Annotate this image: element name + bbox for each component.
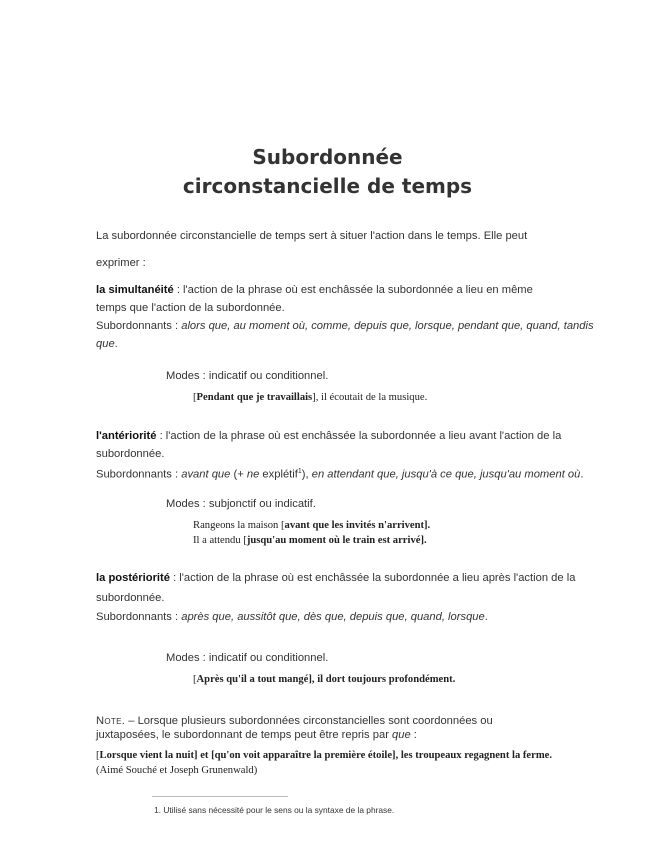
expletif-word: explétif: [259, 468, 298, 481]
anteriorite-def2: subordonnée.: [96, 448, 165, 460]
page-title-line1: Subordonnée: [252, 145, 403, 169]
note-source: (Aimé Souché et Joseph Grunenwald): [96, 765, 258, 776]
subordonnants-label: Subordonnants :: [96, 320, 182, 332]
example-subordinate: qu': [214, 750, 230, 761]
footnote-number: 1.: [154, 805, 161, 815]
posteriorite-subordonnants: [96, 609, 488, 625]
example-subordinate: avant que: [284, 520, 329, 531]
example-subordinate: Lorsque: [99, 750, 138, 761]
example-rest: il a tout mangé], il dort toujours profondément.: [240, 674, 456, 685]
punct: .: [114, 338, 118, 350]
note-text: juxtaposées, le subordonnant de temps peut être repris par: [96, 729, 393, 741]
posteriorite-definition: [96, 570, 575, 586]
simultaneite-subordonnants-cont: [96, 336, 118, 352]
example-subordinate: Après qu': [196, 674, 241, 685]
example-subordinate: jusqu'au moment où: [246, 535, 340, 546]
posteriorite-example: [193, 674, 455, 685]
intro-line2: exprimer :: [96, 257, 146, 269]
note-example: [96, 750, 552, 761]
punct: .: [484, 611, 488, 623]
note-label: Note.: [96, 715, 126, 727]
example-rest: ], il écoutait de la musique.: [312, 392, 428, 403]
simultaneite-definition: [96, 282, 533, 298]
simultaneite-def1: : l'action de la phrase où est enchâssée la subordonnée a lieu en même: [173, 284, 533, 296]
anteriorite-subordonnants: [96, 464, 583, 483]
posteriorite-term: la postériorité: [96, 572, 170, 584]
anteriorite-term: l'antériorité: [96, 430, 157, 442]
subordonnants-list-cont: en attendant que, jusqu'à ce que, jusqu'au moment où: [311, 468, 581, 481]
page-title-line2: circonstancielle de temps: [182, 174, 473, 198]
subordonnants-list: après que, aussitôt que, dès que, depuis que, quand, lorsque: [181, 611, 485, 623]
punct: :: [410, 729, 417, 741]
simultaneite-example: [193, 392, 427, 403]
simultaneite-modes: Modes : indicatif ou conditionnel.: [166, 370, 329, 382]
bracket: [: [96, 750, 100, 761]
simultaneite-term: la simultanéité: [96, 284, 174, 296]
bracket: [: [193, 392, 197, 403]
simultaneite-subordonnants: [96, 318, 594, 334]
example-rest: le train est arrivé].: [339, 535, 427, 546]
subordonnants-list-cont: que: [96, 338, 115, 350]
footnote-text: Utilisé sans nécessité pour le sens ou la syntaxe de la phrase.: [163, 805, 395, 815]
example-start: Rangeons la maison [: [193, 520, 285, 531]
punct: (+: [230, 468, 247, 481]
posteriorite-def2: subordonnée.: [96, 592, 165, 604]
example-subordinate: Pendant que je travaillais: [196, 392, 313, 403]
note-que: que: [392, 729, 411, 741]
footnote-divider: [152, 796, 288, 797]
subordonnants-label: Subordonnants :: [96, 611, 182, 623]
posteriorite-modes: Modes : indicatif ou conditionnel.: [166, 652, 329, 664]
footnote: [154, 805, 394, 815]
subordonnants-list: alors que, au moment où, comme, depuis que, lorsque, pendant que, quand, tandis: [181, 320, 594, 332]
example-text: vient la nuit] et [: [137, 750, 215, 761]
anteriorite-example-2: [193, 535, 427, 546]
example-text: on voit apparaître la première étoile], les troupeaux regagnent la ferme.: [229, 750, 552, 761]
subordonnants-list: avant que: [181, 468, 231, 481]
example-rest: les invités n'arrivent].: [328, 520, 431, 531]
anteriorite-modes: Modes : subjonctif ou indicatif.: [166, 498, 316, 510]
anteriorite-definition: [96, 428, 561, 444]
bracket: [: [193, 674, 197, 685]
subordonnants-label: Subordonnants :: [96, 468, 182, 481]
anteriorite-def1: : l'action de la phrase où est enchâssée la subordonnée a lieu avant l'action de la: [156, 430, 562, 442]
punct: .: [580, 468, 584, 481]
footnote-ref[interactable]: 1: [297, 468, 302, 475]
intro-line1: La subordonnée circonstancielle de temps sert à situer l'action dans le temps. Elle peut: [96, 230, 528, 242]
ne-word: ne: [246, 468, 260, 481]
note-text: – Lorsque plusieurs subordonnées circonstancielles sont coordonnées ou: [125, 715, 493, 727]
punct: ),: [301, 468, 312, 481]
posteriorite-def1: : l'action de la phrase où est enchâssée la subordonnée a lieu après l'action de la: [169, 572, 576, 584]
example-start: Il a attendu [: [193, 535, 247, 546]
simultaneite-def2: temps que l'action de la subordonnée.: [96, 302, 285, 314]
anteriorite-example-1: [193, 520, 430, 531]
note-line2: [96, 727, 417, 743]
